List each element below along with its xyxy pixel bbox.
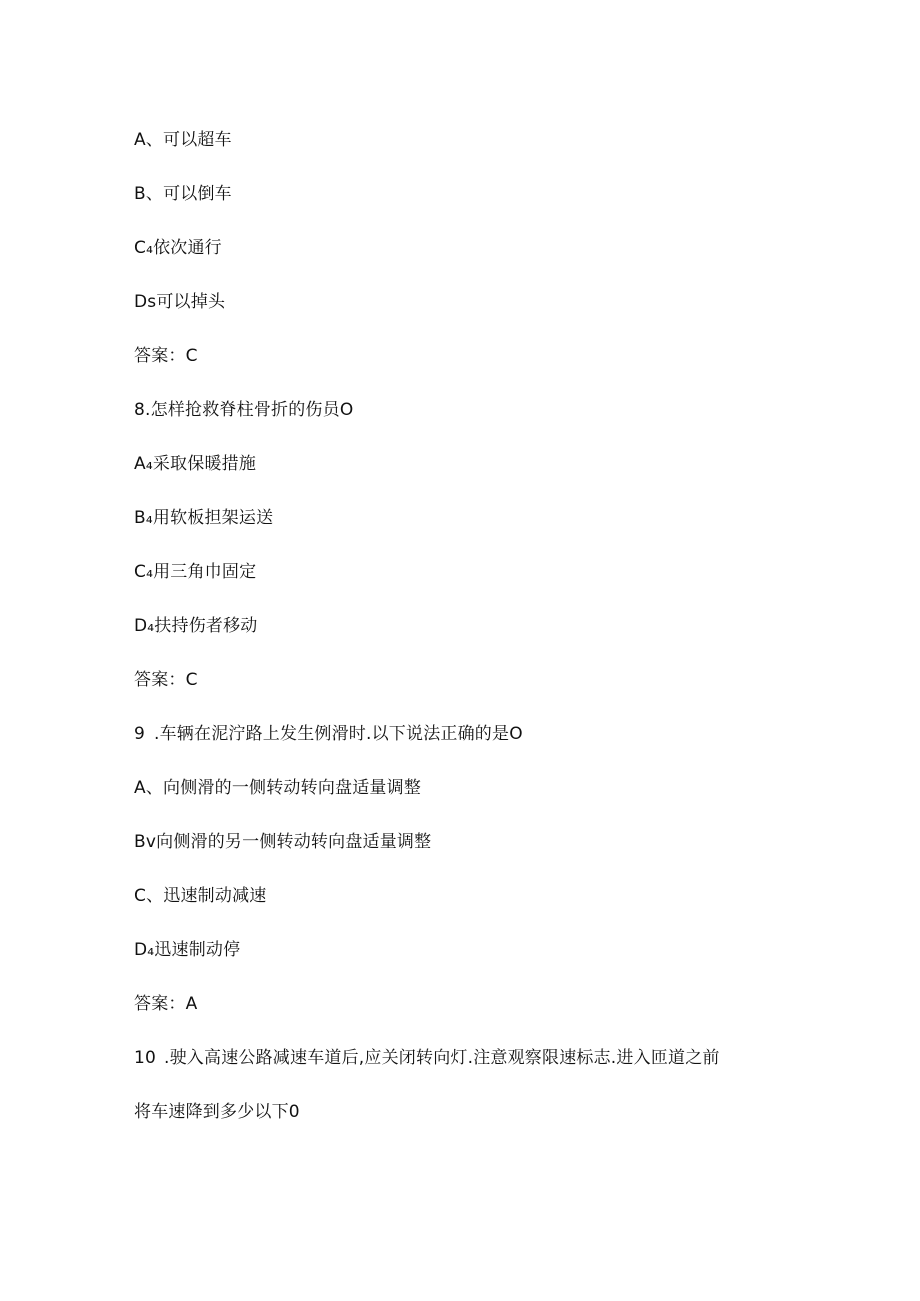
question-10-continuation xyxy=(134,1102,300,1122)
question-8-line xyxy=(134,400,353,420)
option-d-line xyxy=(134,616,258,636)
option-text: B、可以倒车 xyxy=(134,184,232,204)
option-a-line xyxy=(134,130,232,150)
answer-line xyxy=(134,346,198,366)
question-text: 将车速降到多少以下0 xyxy=(134,1102,300,1122)
option-d-line xyxy=(134,292,225,312)
option-b-line xyxy=(134,508,273,528)
question-text: .驶入高速公路减速车道后,应关闭转向灯.注意观察限速标志.进入匝道之前 xyxy=(164,1048,720,1068)
option-text: A₄采取保暖措施 xyxy=(134,454,257,474)
option-a-line xyxy=(134,778,421,798)
answer-text: 答案：A xyxy=(134,994,198,1014)
option-text: C、迅速制动减速 xyxy=(134,886,267,906)
question-10-line xyxy=(134,1048,720,1068)
option-a-line xyxy=(134,454,256,474)
option-text: Ds可以掉头 xyxy=(134,292,226,312)
option-text: A、可以超车 xyxy=(134,130,232,150)
question-number: 10 xyxy=(134,1048,157,1068)
option-c-line xyxy=(134,562,256,582)
option-text: D₄扶持伤者移动 xyxy=(134,616,258,636)
option-c-line xyxy=(134,238,222,258)
option-b-line xyxy=(134,832,431,852)
question-number: 9 xyxy=(134,724,146,744)
option-text: A、向侧滑的一侧转动转向盘适量调整 xyxy=(134,778,422,798)
option-text: Bv向侧滑的另一侧转动转向盘适量调整 xyxy=(134,832,432,852)
answer-text: 答案：C xyxy=(134,346,198,366)
question-text: 8.怎样抢救脊柱骨折的伤员O xyxy=(134,400,354,420)
question-text: .车辆在泥泞路上发生例滑时.以下说法正确的是O xyxy=(154,724,523,744)
option-text: B₄用软板担架运送 xyxy=(134,508,274,528)
option-text: D₄迅速制动停 xyxy=(134,940,241,960)
option-d-line xyxy=(134,940,240,960)
answer-line xyxy=(134,670,198,690)
question-9-line xyxy=(134,724,523,744)
option-text: C₄用三角巾固定 xyxy=(134,562,257,582)
answer-line xyxy=(134,994,197,1014)
option-c-line xyxy=(134,886,266,906)
answer-text: 答案：C xyxy=(134,670,198,690)
option-text: C₄依次通行 xyxy=(134,238,222,258)
option-b-line xyxy=(134,184,232,204)
